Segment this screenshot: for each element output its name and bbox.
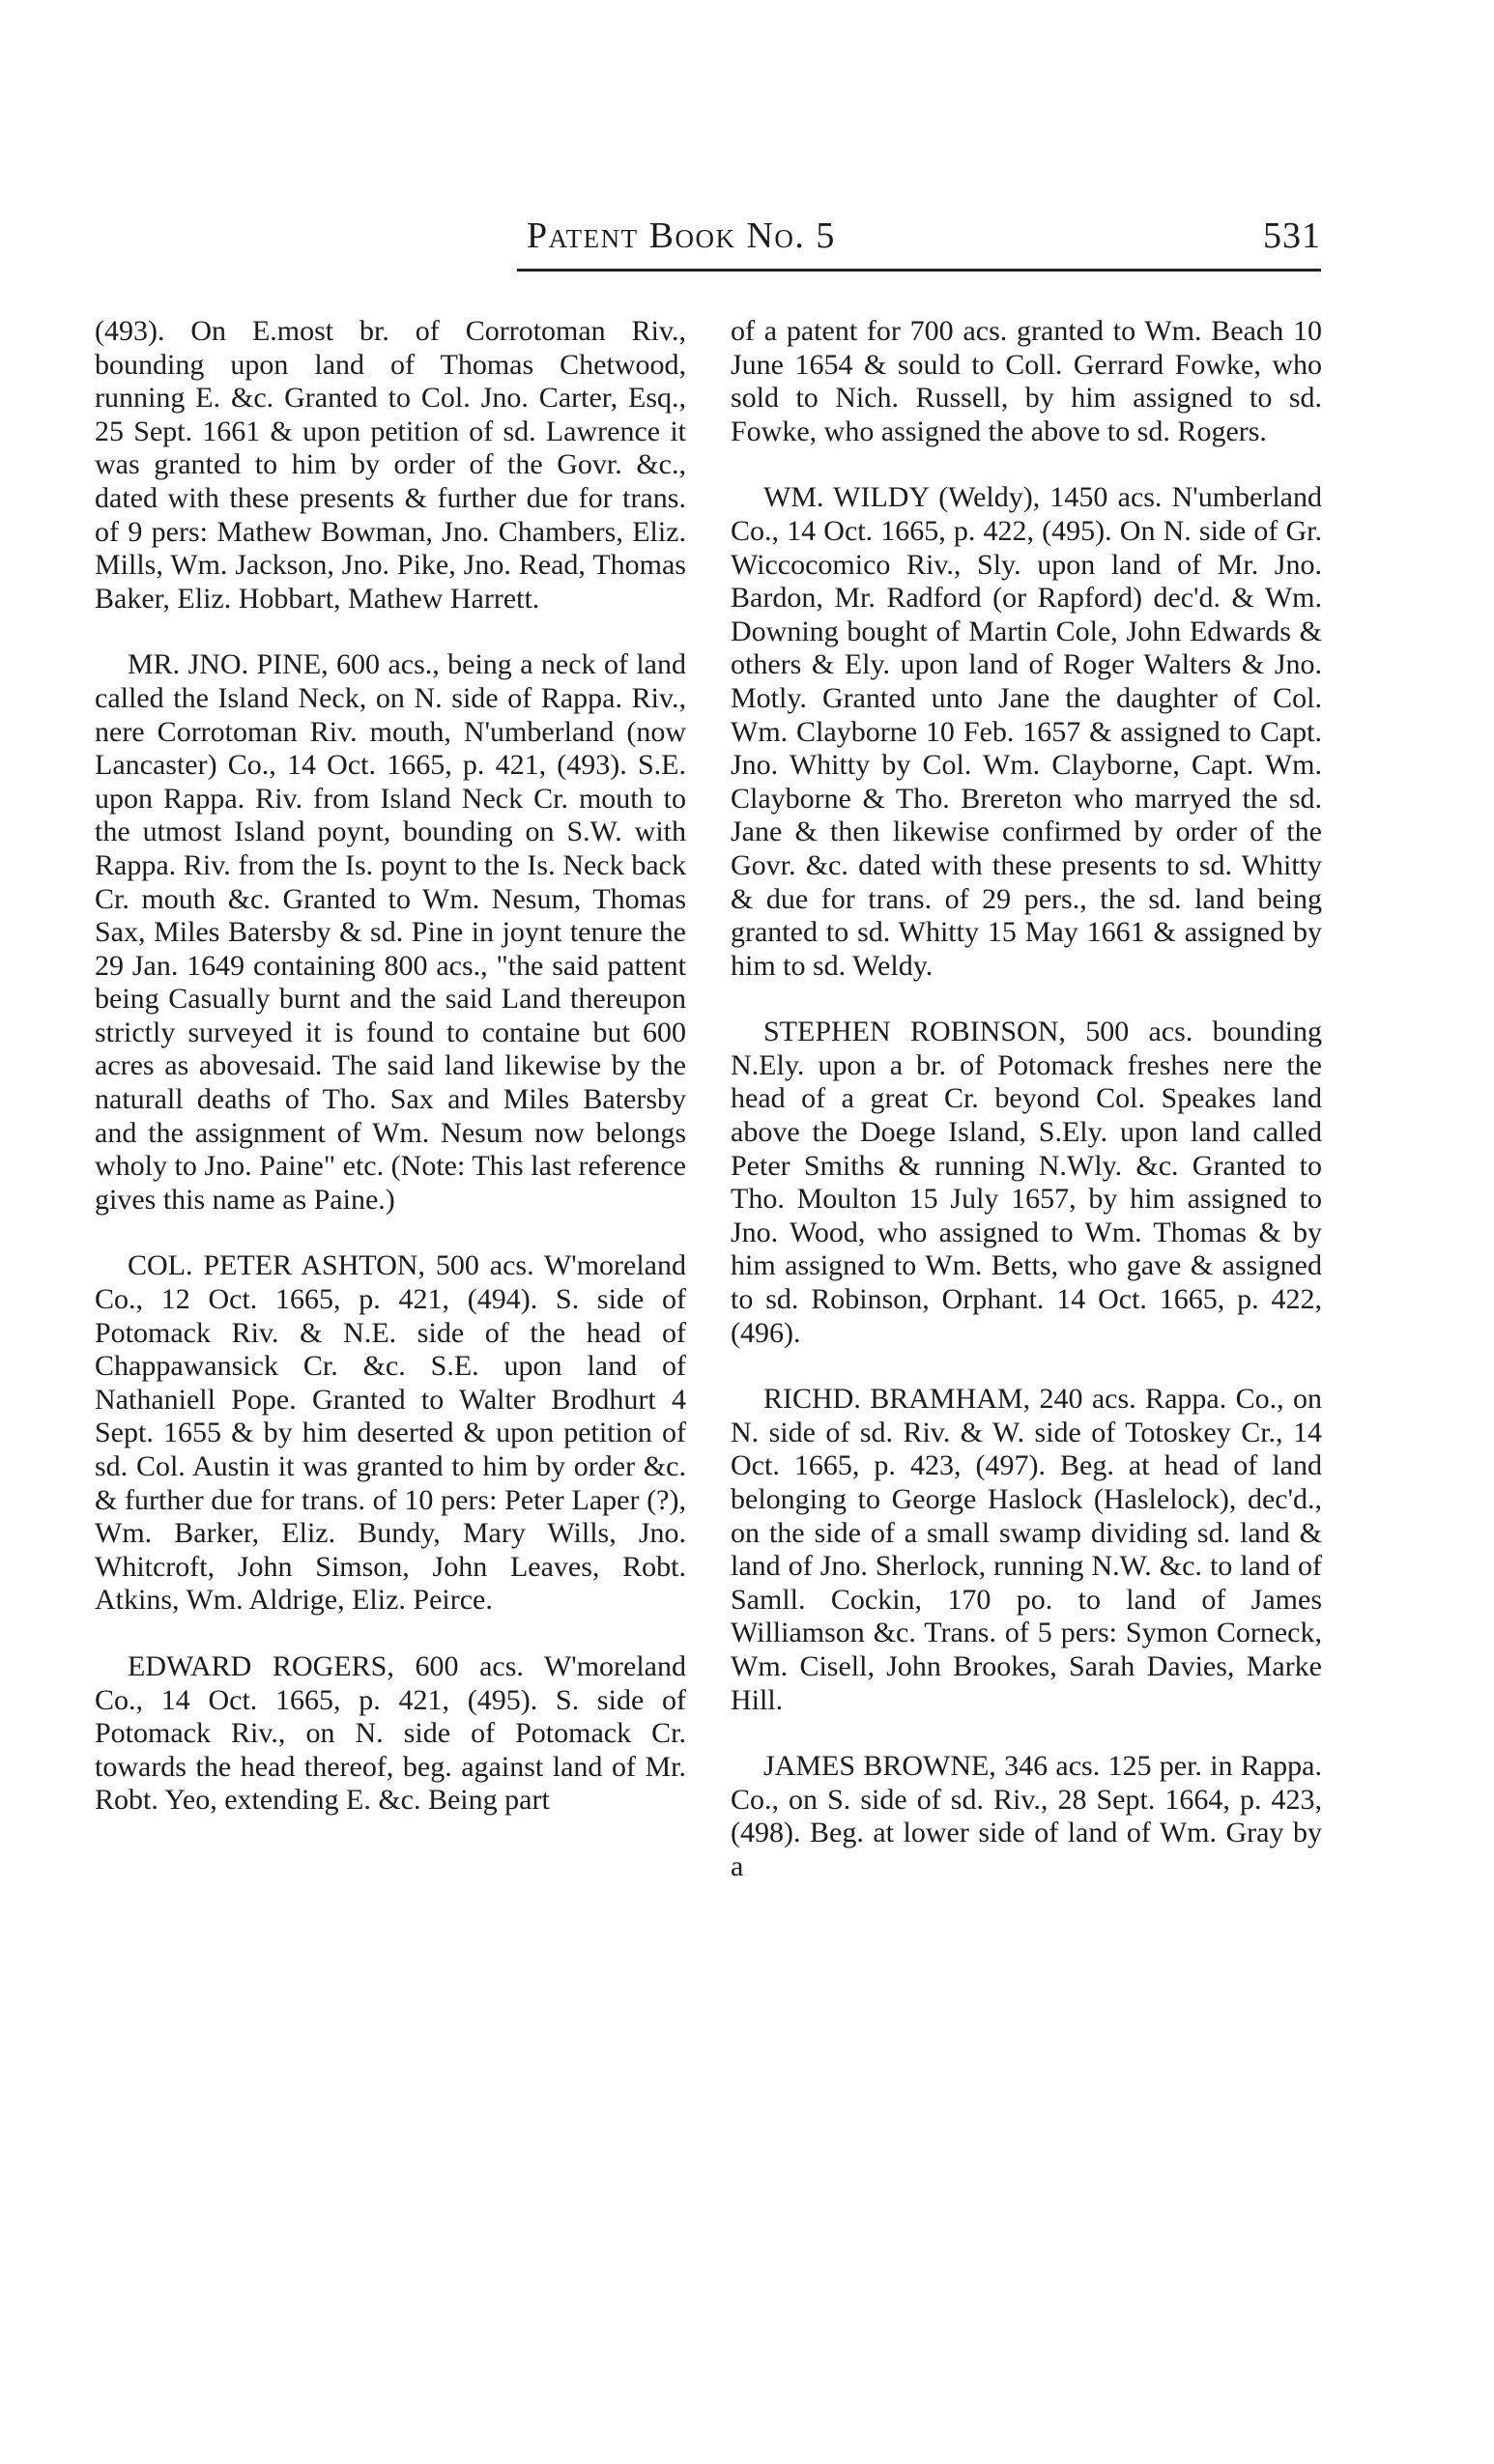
running-title: Patent Book No. 5 [527, 215, 836, 256]
entry-james-browne: JAMES BROWNE, 346 acs. 125 per. in Rappa. Co., on S. side of sd. Riv., 28 Sept. 1664, p. 423, (498). Beg. at lower side of land of Wm. Gray by a [731, 1750, 1322, 1882]
entry-peter-ashton: COL. PETER ASHTON, 500 acs. W'moreland Co., 12 Oct. 1665, p. 421, (494). S. side of Potomack Riv. & N.E. side of the head of Chappawansick Cr. &c. S.E. upon land of Nathaniell Pope. Granted to Walter Brodhurt 4 Sept. 1655 & by him deserted & upon petition of sd. Col. Austin it was granted to him by order &c. & further due for trans. of 10 pers: Peter Laper (?), Wm. Barker, Eliz. Bundy, Mary Wills, Jno. Whitcroft, John Simson, John Leaves, Robt. Atkins, Wm. Aldrige, Eliz. Peirce. [95, 1249, 686, 1617]
entry-continued: (493). On E.most br. of Corrotoman Riv., bounding upon land of Thomas Chetwood, running E. &c. Granted to Col. Jno. Carter, Esq., 25 Sept. 1661 & upon petition of sd. Lawrence it was granted to him by order of the Govr. &c., dated with these presents & further due for trans. of 9 pers: Mathew Bowman, Jno. Chambers, Eliz. Mills, Wm. Jackson, Jno. Pike, Jno. Read, Thomas Baker, Eliz. Hobbart, Mathew Harrett. [95, 315, 686, 615]
entry-edward-rogers: EDWARD ROGERS, 600 acs. W'moreland Co., 14 Oct. 1665, p. 421, (495). S. side of Potomack Riv., on N. side of Potomack Cr. towards the head thereof, beg. against land of Mr. Robt. Yeo, extending E. &c. Being part [95, 1649, 686, 1817]
left-column [95, 315, 686, 1850]
page-header [517, 211, 1321, 272]
right-column [731, 315, 1322, 1917]
entry-stephen-robinson: STEPHEN ROBINSON, 500 acs. bounding N.Ely. upon a br. of Potomack freshes nere the head of a great Cr. beyond Col. Speakes land above the Doege Island, S.Ely. upon land called Peter Smiths & running N.Wly. &c. Granted to Tho. Moulton 15 July 1657, by him assigned to Jno. Wood, who assigned to Wm. Thomas & by him assigned to Wm. Betts, who gave & assigned to sd. Robinson, Orphant. 14 Oct. 1665, p. 422, (496). [731, 1016, 1322, 1349]
entry-rogers-continued: of a patent for 700 acs. granted to Wm. Beach 10 June 1654 & sould to Coll. Gerrard Fowke, who sold to Nich. Russell, by him assigned to sd. Fowke, who assigned the above to sd. Rogers. [731, 315, 1322, 447]
entry-jno-pine: MR. JNO. PINE, 600 acs., being a neck of land called the Island Neck, on N. side of Rappa. Riv., nere Corrotoman Riv. mouth, N'umberland (now Lancaster) Co., 14 Oct. 1665, p. 421, (493). S.E. upon Rappa. Riv. from Island Neck Cr. mouth to the utmost Island poynt, bounding on S.W. with Rappa. Riv. from the Is. poynt to the Is. Neck back Cr. mouth &c. Granted to Wm. Nesum, Thomas Sax, Miles Batersby & sd. Pine in joynt tenure the 29 Jan. 1649 containing 800 acs., "the said pattent being Casually burnt and the said Land thereupon strictly surveyed it is found to containe but 600 acres as abovesaid. The said land likewise by the naturall deaths of Tho. Sax and Miles Batersby and the assignment of Wm. Nesum now belongs wholy to Jno. Paine" etc. (Note: This last reference gives this name as Paine.) [95, 648, 686, 1216]
page-number: 531 [1263, 215, 1321, 256]
entry-wm-wildy: WM. WILDY (Weldy), 1450 acs. N'umberland Co., 14 Oct. 1665, p. 422, (495). On N. side of Gr. Wiccocomico Riv., Sly. upon land of Mr. Jno. Bardon, Mr. Radford (or Rapford) dec'd. & Wm. Downing bought of Martin Cole, John Edwards & others & Ely. upon land of Roger Walters & Jno. Motly. Granted unto Jane the daughter of Col. Wm. Clayborne 10 Feb. 1657 & assigned to Capt. Jno. Whitty by Col. Wm. Clayborne, Capt. Wm. Clayborne & Tho. Brereton who marryed the sd. Jane & then likewise confirmed by order of the Govr. &c. dated with these presents to sd. Whitty & due for trans. of 29 pers., the sd. land being granted to sd. Whitty 15 May 1661 & assigned by him to sd. Weldy. [731, 481, 1322, 982]
entry-richd-bramham: RICHD. BRAMHAM, 240 acs. Rappa. Co., on N. side of sd. Riv. & W. side of Totoskey Cr., 14 Oct. 1665, p. 423, (497). Beg. at head of land belonging to George Haslock (Haslelock), dec'd., on the side of a small swamp dividing sd. land & land of Jno. Sherlock, running N.W. &c. to land of Samll. Cockin, 170 po. to land of James Williamson &c. Trans. of 5 pers: Symon Corneck, Wm. Cisell, John Brookes, Sarah Davies, Marke Hill. [731, 1383, 1322, 1716]
